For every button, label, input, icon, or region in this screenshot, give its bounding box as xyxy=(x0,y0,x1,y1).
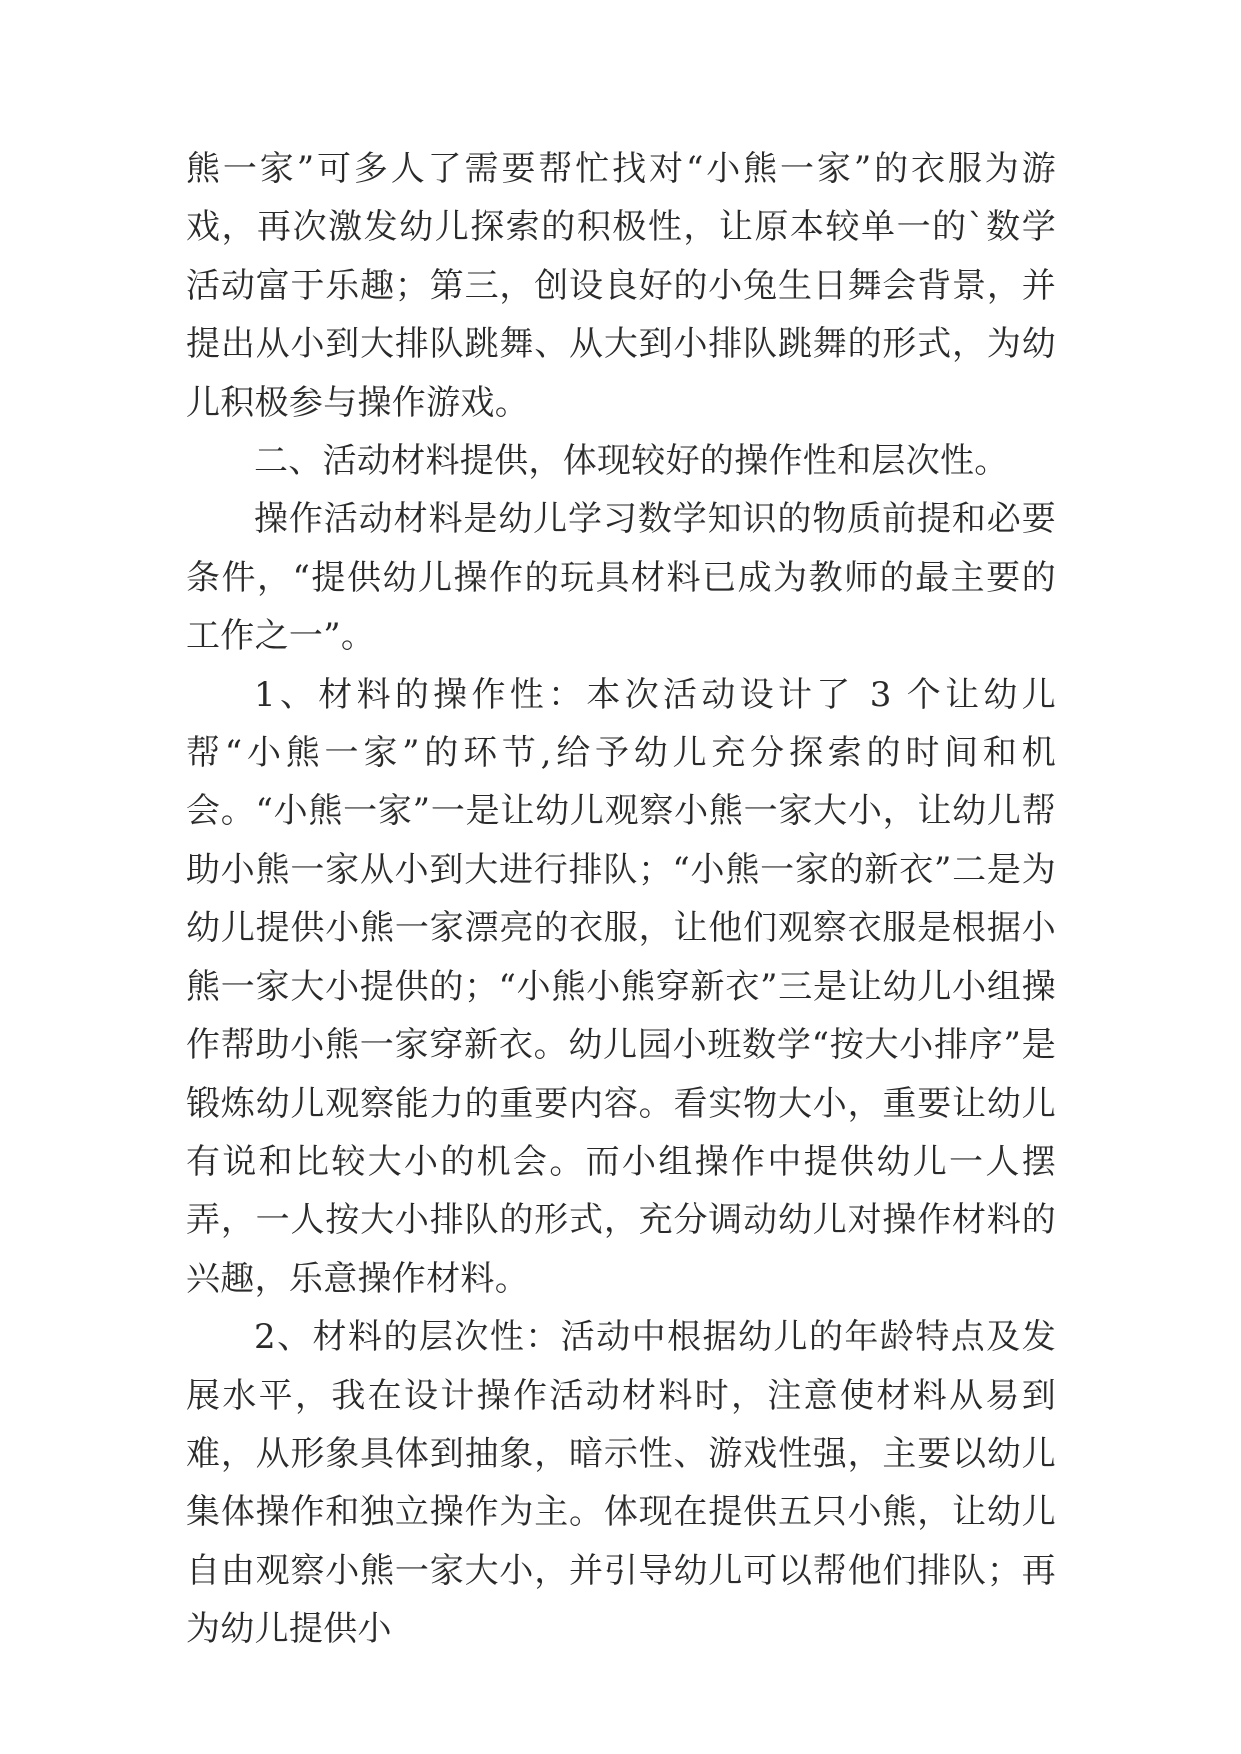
section-heading-materials: 二、活动材料提供，体现较好的操作性和层次性。 xyxy=(254,441,1009,482)
paragraph-continuation: 熊一家”可多人了需要帮忙找对“小熊一家”的衣服为游戏，再次激发幼儿探索的积极性，让原本较单一的`数学活动富于乐趣；第三，创设良好的小兔生日舞会背景，并提出从小到大排队跳舞、从大到小排队跳舞的形式，为幼儿积极参与操作游戏。 xyxy=(186,149,1056,423)
paragraph-hierarchy: 2、材料的层次性：活动中根据幼儿的年龄特点及发展水平，我在设计操作活动材料时，注意使材料从易到难，从形象具体到抽象，暗示性、游戏性强，主要以幼儿集体操作和独立操作为主。体现在提供五只小熊，让幼儿自由观察小熊一家大小，并引导幼儿可以帮他们排队；再为幼儿提供小 xyxy=(186,1317,1056,1650)
paragraph-materials-intro: 操作活动材料是幼儿学习数学知识的物质前提和必要条件，“提供幼儿操作的玩具材料已成为教师的最主要的工作之一”。 xyxy=(186,499,1056,657)
paragraph-operability: 1、材料的操作性：本次活动设计了 3 个让幼儿帮“小熊一家”的环节,给予幼儿充分探索的时间和机会。“小熊一家”一是让幼儿观察小熊一家大小，让幼儿帮助小熊一家从小到大进行排队；“小熊一家的新衣”二是为幼儿提供小熊一家漂亮的衣服，让他们观察衣服是根据小熊一家大小提供的；“小熊小熊穿新衣”三是让幼儿小组操作帮助小熊一家穿新衣。幼儿园小班数学“按大小排序”是锻炼幼儿观察能力的重要内容。看实物大小，重要让幼儿有说和比较大小的机会。而小组操作中提供幼儿一人摆弄，一人按大小排队的形式，充分调动幼儿对操作材料的兴趣，乐意操作材料。 xyxy=(186,674,1056,1299)
document-body xyxy=(186,140,1056,1659)
